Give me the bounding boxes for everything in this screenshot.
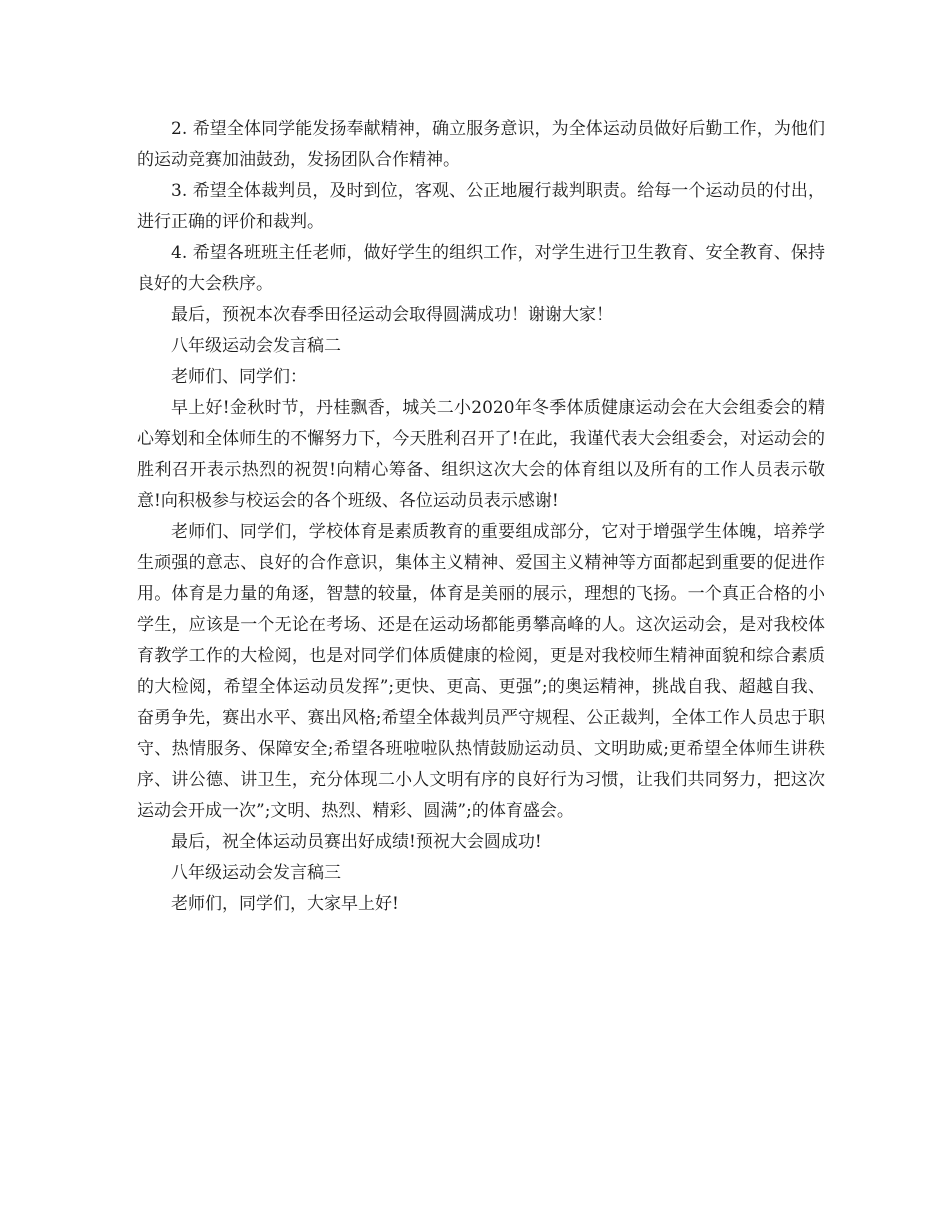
paragraph-greeting: 早上好!金秋时节，丹桂飘香，城关二小2020年冬季体质健康运动会在大会组委会的精心筹划和全体师生的不懈努力下，今天胜利召开了!在此，我谨代表大会组委会，对运动会的胜利召开表示热烈的祝贺!向精心筹备、组织这次大会的体育组以及所有的工作人员表示敬意!向积极参与校运会的各个班级、各位运动员表示感谢! [137, 398, 825, 511]
salutation-3: 老师们，同学们，大家早上好! [171, 894, 399, 914]
paragraph-item-3: 3. 希望全体裁判员，及时到位，客观、公正地履行裁判职责。给每一个运动员的付出，进行正确的评价和裁判。 [137, 181, 825, 232]
section-heading-2: 八年级运动会发言稿二 [171, 336, 341, 356]
paragraph-item-2: 2. 希望全体同学能发扬奉献精神，确立服务意识，为全体运动员做好后勤工作，为他们的运动竞赛加油鼓劲，发扬团队合作精神。 [137, 119, 825, 170]
paragraph-closing-1: 最后，预祝本次春季田径运动会取得圆满成功！谢谢大家！ [171, 305, 613, 325]
paragraph-closing-2: 最后，祝全体运动员赛出好成绩!预祝大会圆成功! [171, 832, 542, 852]
paragraph-body: 老师们、同学们，学校体育是素质教育的重要组成部分，它对于增强学生体魄，培养学生顽强的意志、良好的合作意识，集体主义精神、爱国主义精神等方面都起到重要的促进作用。体育是力量的角逐，智慧的较量，体育是美丽的展示，理想的飞扬。一个真正合格的小学生，应该是一个无论在考场、还是在运动场都能勇攀高峰的人。这次运动会，是对我校体育教学工作的大检阅，也是对同学们体质健康的检阅，更是对我校师生精神面貌和综合素质的大检阅，希望全体运动员发挥”;更快、更高、更强”;的奥运精神，挑战自我、超越自我、奋勇争先，赛出水平、赛出风格;希望全体裁判员严守规程、公正裁判，全体工作人员忠于职守、热情服务、保障安全;希望各班啦啦队热情鼓励运动员、文明助威;更希望全体师生讲秩序、讲公德、讲卫生，充分体现二小人文明有序的良好行为习惯，让我们共同努力，把这次运动会开成一次”;文明、热烈、精彩、圆满”;的体育盛会。 [137, 522, 825, 821]
paragraph-item-4: 4. 希望各班班主任老师，做好学生的组织工作，对学生进行卫生教育、安全教育、保持良好的大会秩序。 [137, 243, 825, 294]
salutation-2: 老师们、同学们： [171, 367, 307, 387]
document-body [137, 114, 825, 920]
section-heading-3: 八年级运动会发言稿三 [171, 863, 341, 883]
